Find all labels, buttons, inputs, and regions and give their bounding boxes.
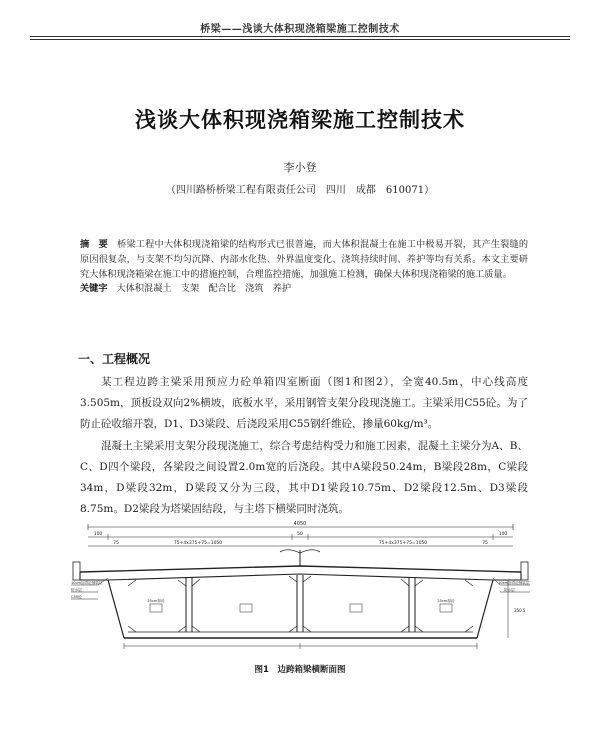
right-outer-web (477, 580, 493, 638)
author-affiliation: （四川路桥桥梁工程有限责任公司 四川 成都 610071） (165, 185, 435, 196)
abstract (80, 237, 528, 282)
keywords-text: 大体积混凝土 支架 配合比 浇筑 养护 (116, 283, 292, 294)
keywords-label: 关键字 (80, 283, 108, 294)
header-rule (30, 36, 570, 37)
cell-note-a: 25cm厚砼 (147, 599, 165, 603)
tendon-marks (150, 604, 452, 612)
dim-right-side-top: 100 (498, 532, 508, 537)
running-header: 桥梁——浅谈大体积现浇箱梁施工控制技术 (200, 24, 400, 35)
dim-left-side-top: 100 (93, 532, 103, 537)
dim-center-top: 50 (297, 532, 303, 537)
inner-webs (186, 575, 415, 632)
note-left-1: 10cm沥青砼铺装层 (71, 581, 103, 585)
abstract-label: 摘 要 (80, 239, 109, 250)
right-parapet (521, 562, 528, 580)
dim-overall: 4050 (293, 521, 307, 527)
keywords (80, 280, 528, 294)
article-title: 浅谈大体积现浇箱梁施工控制技术 (135, 108, 465, 132)
top-slab-bottom (108, 574, 493, 580)
left-outer-web (108, 580, 124, 638)
author-name: 李小登 (283, 161, 317, 174)
dim-left-half: 75+4x375+75=1050 (173, 541, 223, 546)
note-right-2: 防水层 (504, 588, 515, 592)
cross-section-figure (68, 520, 533, 652)
dim-right-half: 75+4x375+75=1050 (378, 541, 428, 546)
cell-note-b: 25cm厚砼 (437, 599, 455, 603)
note-left-3: C55砼 (71, 595, 82, 599)
dim-right-top: 75 (482, 541, 488, 546)
body-paragraph: 混凝土主梁采用支架分段现浇施工，综合考虑结构受力和施工因素，混凝土主梁分为A、B、C、D四个梁段，各梁段之间设置2.0m宽的后浇段。其中A梁段50.24m，B梁段28m，C梁段34m，D梁段32m，D梁段又分为三段，其中D1梁段10.75m、D2梁段12.5m、D3梁段8.75m。D2梁段为塔梁固结段，与主塔下横梁同时浇筑。 (80, 440, 528, 515)
left-parapet (73, 562, 80, 580)
header-rule-thin (30, 39, 570, 40)
dim-left-top: 75 (113, 541, 119, 546)
note-right-1: 10cm沥青砼铺装层 (498, 581, 530, 585)
cell-haunches (128, 576, 473, 632)
body-paragraph: 某工程边跨主梁采用预应力砼单箱四室断面（图1和图2），全宽40.5m，中心线高度3.505m，顶板设双向2%横坡，底板水平，采用钢管支架分段现浇施工。主梁采用C55砼。为了防止砼收缩开裂，D1、D3梁段、后浇段采用C55钢纤维砼，掺量60kg/m³。 (80, 376, 528, 430)
dim-height: 350.5 (514, 608, 526, 613)
note-left-2: 防水层 (71, 588, 82, 592)
section-heading: 一、工程概况 (78, 352, 151, 366)
deck-top (80, 566, 521, 572)
abstract-text: 桥梁工程中大体积现浇箱梁的结构形式已很普遍，而大体积混凝土在施工中极易开裂，其产生裂缝的原因很复杂，与支架不均匀沉降、内部水化热、外界温度变化、浇筑持续时间、养护等均有关系。本文主要研究大体积现浇箱梁在施工中的措施控制，合理监控措施，加强施工检测，确保大体积现浇箱梁的施工质量。 (80, 239, 529, 280)
figure-caption: 图1 边跨箱梁横断面图 (254, 665, 346, 675)
